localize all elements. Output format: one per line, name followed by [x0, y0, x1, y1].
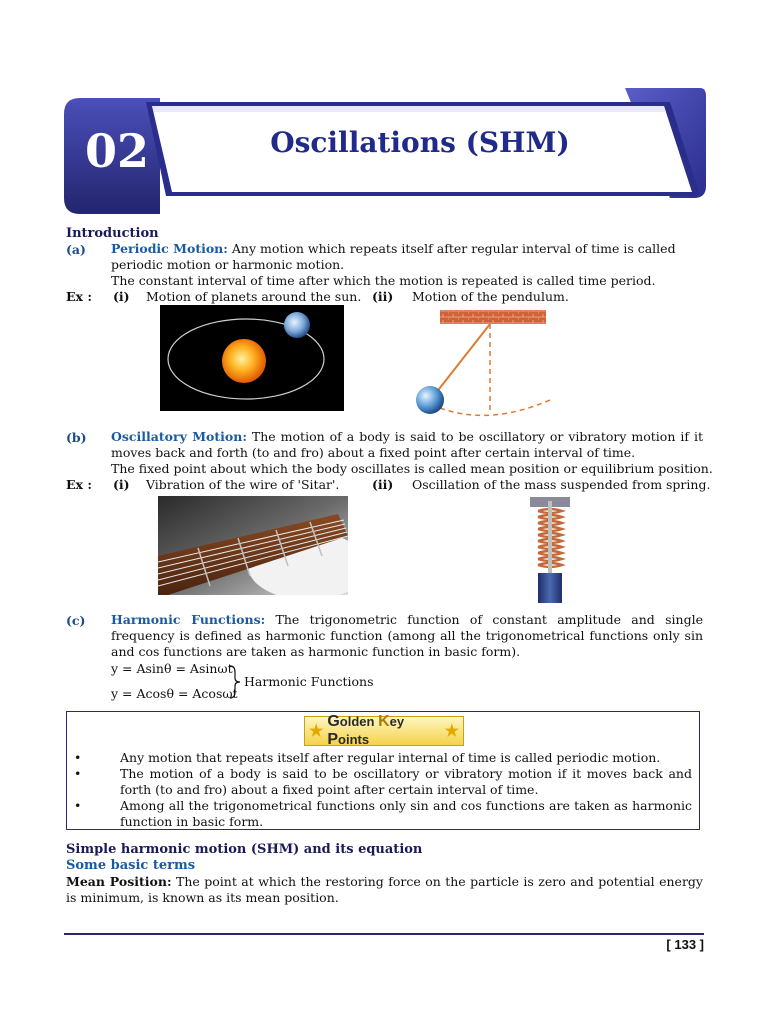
star-icon: ★: [309, 723, 324, 740]
equation-sin: y = Asinθ = Asinωt: [111, 661, 233, 676]
example-b1-num: (i): [113, 477, 130, 492]
key-point-item: Among all the trigonometrical functions only sin and cos functions are taken as harmonic function in basic form.: [120, 798, 692, 829]
harmonic-functions-term: Harmonic Functions:: [111, 612, 266, 627]
pendulum-image: [408, 308, 558, 420]
example-a2-num: (ii): [372, 289, 394, 304]
star-icon: ★: [444, 723, 459, 740]
example-a2-text: Motion of the pendulum.: [412, 289, 569, 304]
example-b2-text: Oscillation of the mass suspended from spring.: [412, 477, 711, 492]
page-number: [ 133 ]: [666, 937, 704, 952]
example-b2-num: (ii): [372, 477, 394, 492]
oscillatory-motion-paragraph: [111, 429, 703, 461]
sitar-string-image: [158, 496, 348, 595]
time-period-text: The constant interval of time after which the motion is repeated is called time period.: [111, 273, 656, 288]
key-point-item: Any motion that repeats itself after regular internal of time is called periodic motion.: [120, 750, 661, 765]
equation-cos: y = Acosθ = Acosωt: [111, 686, 238, 701]
item-c-label: (c): [66, 613, 86, 628]
mean-position-text: The fixed point about which the body oscillates is called mean position or equilibrium position.: [111, 461, 713, 476]
example-a1-text: Motion of planets around the sun.: [146, 289, 362, 304]
item-b-label: (b): [66, 430, 87, 445]
mean-position-definition: The point at which the restoring force on the particle is zero and potential energy is minimum, is known as its mean position.: [66, 874, 703, 905]
oscillatory-motion-term: Oscillatory Motion:: [111, 429, 247, 444]
harmonic-functions-paragraph: [111, 612, 703, 660]
periodic-motion-term: Periodic Motion:: [111, 241, 228, 256]
golden-title-text: Golden Key Points: [327, 713, 405, 748]
mean-position-paragraph: [66, 874, 703, 906]
footer-divider: [64, 933, 704, 935]
example-b-label: Ex :: [66, 477, 92, 492]
key-point-item: The motion of a body is said to be oscillatory or vibratory motion if it moves back and forth (to and fro) about a fixed point after certain interval of time.: [120, 766, 692, 797]
item-a-label: (a): [66, 242, 86, 257]
chapter-title: Oscillations (SHM): [270, 126, 570, 159]
oscillatory-motion-text: The motion of a body is said to be oscillatory or vibratory motion if it moves back and forth (to and fro) about a fixed point after certain interval of time.: [111, 429, 703, 460]
golden-key-points-title: [304, 713, 464, 748]
brace-icon: [228, 664, 242, 700]
shm-heading: Simple harmonic motion (SHM) and its equation: [66, 842, 423, 857]
periodic-motion-text: Any motion which repeats itself after regular interval of time is called periodic motion or harmonic motion.: [111, 241, 676, 272]
example-a-label: Ex :: [66, 289, 92, 304]
harmonic-functions-text: The trigonometric function of constant amplitude and single frequency is defined as harmonic function (among all the trigonometrical functions only sin and cos functions are taken as harmonic function in basic form).: [111, 612, 703, 659]
spring-mass-image: [526, 497, 574, 603]
example-a1-num: (i): [113, 289, 130, 304]
bullet-icon: •: [74, 766, 82, 781]
periodic-motion-paragraph: [111, 241, 703, 273]
bullet-icon: •: [74, 750, 82, 765]
chapter-number: 02: [84, 124, 149, 178]
intro-heading: Introduction: [66, 226, 159, 241]
harmonic-functions-label: Harmonic Functions: [244, 674, 374, 689]
example-b1-text: Vibration of the wire of 'Sitar'.: [146, 477, 340, 492]
solar-system-image: [160, 305, 344, 411]
mean-position-term: Mean Position:: [66, 874, 172, 889]
basic-terms-subheading: Some basic terms: [66, 858, 196, 873]
bullet-icon: •: [74, 798, 82, 813]
